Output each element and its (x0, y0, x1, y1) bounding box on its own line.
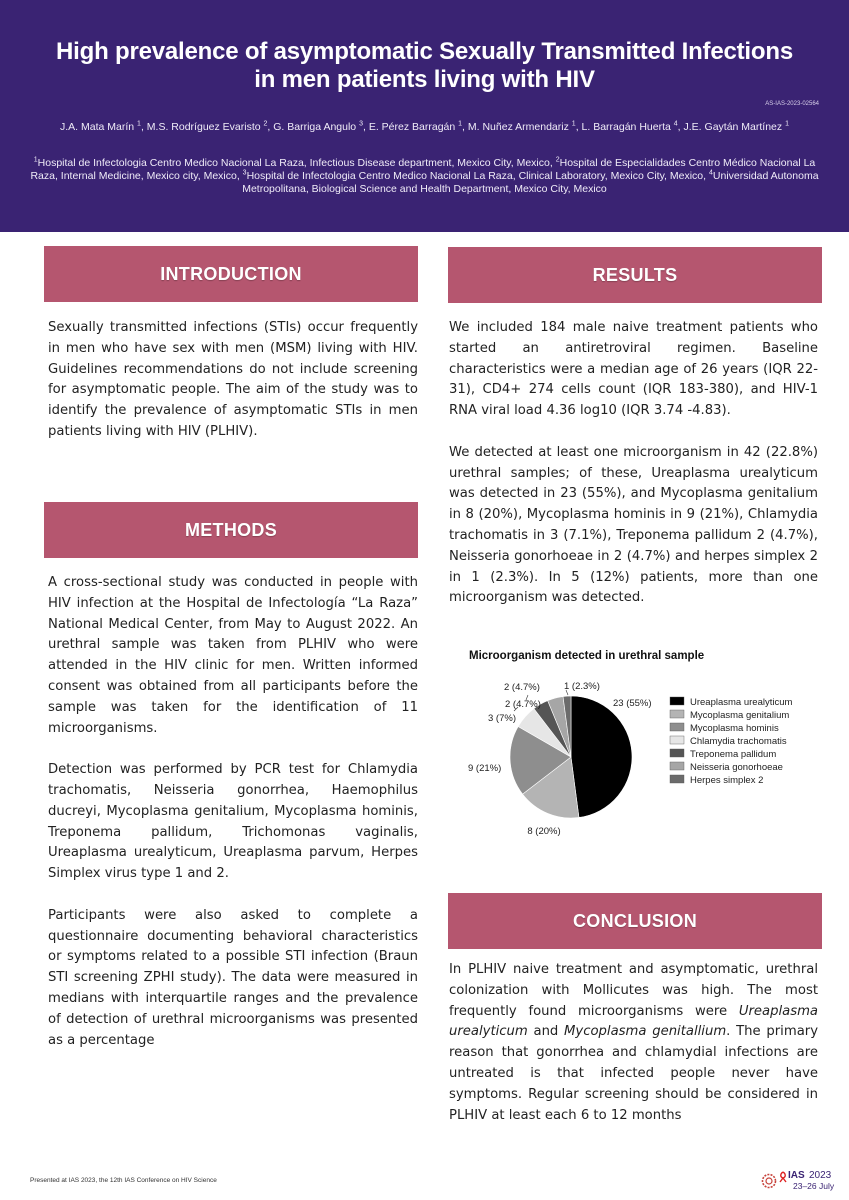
results-heading: RESULTS (448, 247, 822, 303)
legend-swatch (670, 697, 684, 705)
methods-paragraph-2: Detection was performed by PCR test for Chlamydia trachomatis, Neisseria gonorrhea, Haemophilus ducreyi, Mycoplasma genitalium, Mycoplasma hominis, Treponema pallidum, Trichomonas vaginalis, Ureaplasma urealyticum, Ureaplasma parvum, Herpes Simplex virus type 1 and 2. (48, 762, 418, 882)
logo-year-text: 2023 (809, 1170, 832, 1181)
results-paragraph-1: We included 184 male naive treatment patients who started an antiretroviral regimen. Baseline characteristics were a median age of 26 years (IQR 22-31), CD4+ 274 cells count (IQR 183-380), and HIV-1 RNA viral load 4.36 log10 (IQR 3.74 -4.83). (449, 320, 818, 419)
legend-swatch (670, 736, 684, 744)
pie-data-label: 23 (55%) (613, 698, 652, 709)
legend-swatch (670, 723, 684, 731)
methods-paragraph-3: Participants were also asked to complete a questionnaire documenting behavioral characteristics or symptoms related to a possible STI infection (Braun STI screening ZPHI study). The data were measured in medians with interquartile ranges and the prevalence of detection of urethral microorganisms was presented as a percentage (48, 907, 418, 1048)
affiliation-text: Hospital de Infectologia Centro Medico Nacional La Raza, Clinical Laboratory, Mexico City, Mexico, (246, 170, 709, 182)
conclusion-heading: CONCLUSION (448, 893, 822, 949)
pie-data-label: 3 (7%) (488, 713, 516, 724)
pie-data-label: 1 (2.3%) (564, 681, 600, 692)
author-affiliation-number: 3 (359, 120, 363, 128)
author-affiliation-number: 2 (263, 120, 268, 128)
author-name: M.S. Rodríguez Evaristo (146, 121, 261, 133)
author-name: J.E. Gaytán Martínez (683, 121, 783, 133)
results-text (449, 318, 818, 609)
author-name: L. Barragán Huerta (581, 121, 671, 133)
legend-swatch (670, 775, 684, 783)
affiliation-text: Universidad Autonoma Metropolitana, Biological Science and Health Department, Mexico City, Mexico (242, 170, 819, 195)
results-paragraph-2: We detected at least one microorganism in 42 (22.8%) urethral samples; of these, Ureaplasma urealyticum was detected in 23 (55%), and Mycoplasma genitalium in 8 (20%), Mycoplasma hominis in 9 (21%), Chlamydia trachomatis in 3 (7.1%), Treponema pallidum 2 (4.7%), Neisseria gonorhoeae in 2 (4.7%) and herpes simplex 2 in 1 (2.3%). In 5 (12%) patients, more than one microorganism was detected. (449, 444, 818, 606)
affiliation-number: 3 (242, 169, 247, 177)
title-line-1: High prevalence of asymptomatic Sexually Transmitted Infections (56, 38, 793, 65)
methods-text (48, 573, 418, 1051)
logo-ias-text: IAS (788, 1170, 805, 1181)
ias-emblem-icon (761, 1173, 777, 1189)
chart-title: Microorganism detected in urethral sample (469, 650, 705, 662)
pie-data-label: 8 (20%) (527, 826, 561, 837)
pie-slice-ureaplasma-urealyticum (571, 696, 632, 817)
author-name: G. Barriga Angulo (273, 121, 357, 133)
author-affiliation-number: 1 (785, 120, 789, 128)
footer-note: Presented at IAS 2023, the 12th IAS Conference on HIV Science (30, 1177, 217, 1184)
methods-heading: METHODS (44, 502, 418, 558)
conclusion-text (449, 960, 818, 1126)
conclusion-organism-2: Mycoplasma genitallium (564, 1024, 727, 1040)
introduction-text: Sexually transmitted infections (STIs) occur frequently in men who have sex with men (MSM) living with HIV. Guidelines recommendations do not include screening for asymptomatic people. The aim of the study was to identify the prevalence of asymptomatic STIs in men patients living with HIV (PLHIV). (48, 320, 418, 439)
title-line-2: in men patients living with HIV (254, 66, 595, 93)
author-name: M. Nuñez Armendariz (467, 121, 569, 133)
red-ribbon-icon (779, 1171, 787, 1183)
legend-label: Herpes simplex 2 (690, 775, 764, 786)
methods-paragraph-1: A cross-sectional study was conducted in people with HIV infection at the Hospital de Infectología “La Raza” National Medical Center, from May to August 2022. An urethral sample was taken from PLHIV who were attended in the HIV clinic for men. Written informed consent was obtained from all participants before the sample was taken for the identification of 11 microorganisms. (48, 575, 418, 736)
legend-swatch (670, 762, 684, 770)
abstract-code: AS-IAS-2023-02564 (765, 101, 819, 107)
legend-label: Neisseria gonorhoeae (690, 762, 783, 773)
pie-data-label: 2 (4.7%) (505, 699, 541, 710)
pie-chart (448, 665, 828, 845)
header-banner (0, 0, 849, 232)
author-affiliation-number: 1 (571, 120, 576, 128)
author-list: J.A. Mata Marín $^1$, M.S. Rodríguez Evaristo $^2$, G. Barriga Angulo $^3$, E. Pérez Barragán $^1$, M. Nuñez Armendariz $^1$, L. Barragán Huerta $^4$, J.E. Gaytán Martínez $^1$ (60, 120, 789, 133)
legend-label: Ureaplasma urealyticum (690, 697, 793, 708)
legend-swatch (670, 749, 684, 757)
author-name: J.A. Mata Marín (60, 121, 135, 133)
logo-dates-text: 23–26 July (793, 1181, 835, 1191)
introduction-heading: INTRODUCTION (44, 246, 418, 302)
author-affiliation-number: 1 (458, 120, 463, 128)
affiliation-text: Hospital de Infectologia Centro Medico Nacional La Raza, Infectious Disease department, Mexico City, Mexico, (37, 157, 556, 169)
conclusion-text-part-2: and (527, 1024, 565, 1040)
poster-title (20, 38, 829, 94)
conclusion-text-part-3: . The primary reason that gonorrhea and chlamydial infections are untreated is that infected people never have symptoms. Regular screening should be considered in PLHIV at least each 6 to 12 months (449, 1024, 818, 1123)
legend-label: Mycoplasma hominis (690, 723, 779, 734)
affiliation-text: Hospital de Especialidades Centro Médico Nacional La Raza, Internal Medicine, Mexico city, Mexico, (30, 157, 816, 182)
affiliation-list (30, 157, 819, 196)
legend-label: Treponema pallidum (690, 749, 777, 760)
legend-swatch (670, 710, 684, 718)
affiliation-number: 2 (555, 156, 560, 164)
ias-logo (760, 1170, 840, 1192)
conclusion-text-part-1: In PLHIV naive treatment and asymptomatic, urethral colonization with Mollicutes was high. The most frequently found microorganisms were (449, 962, 818, 1019)
conclusion-organism-1: Ureaplasma urealyticum (449, 1003, 818, 1040)
affiliation-number: 1 (33, 156, 38, 164)
legend-label: Chlamydia trachomatis (690, 736, 787, 747)
pie-data-label: 2 (4.7%) (504, 682, 540, 693)
author-affiliation-number: 4 (673, 120, 678, 128)
legend-label: Mycoplasma genitalium (690, 710, 790, 721)
author-affiliation-number: 1 (137, 120, 141, 128)
pie-data-label: 9 (21%) (468, 763, 502, 774)
affiliation-number: 4 (708, 169, 713, 177)
author-name: E. Pérez Barragán (368, 121, 456, 133)
